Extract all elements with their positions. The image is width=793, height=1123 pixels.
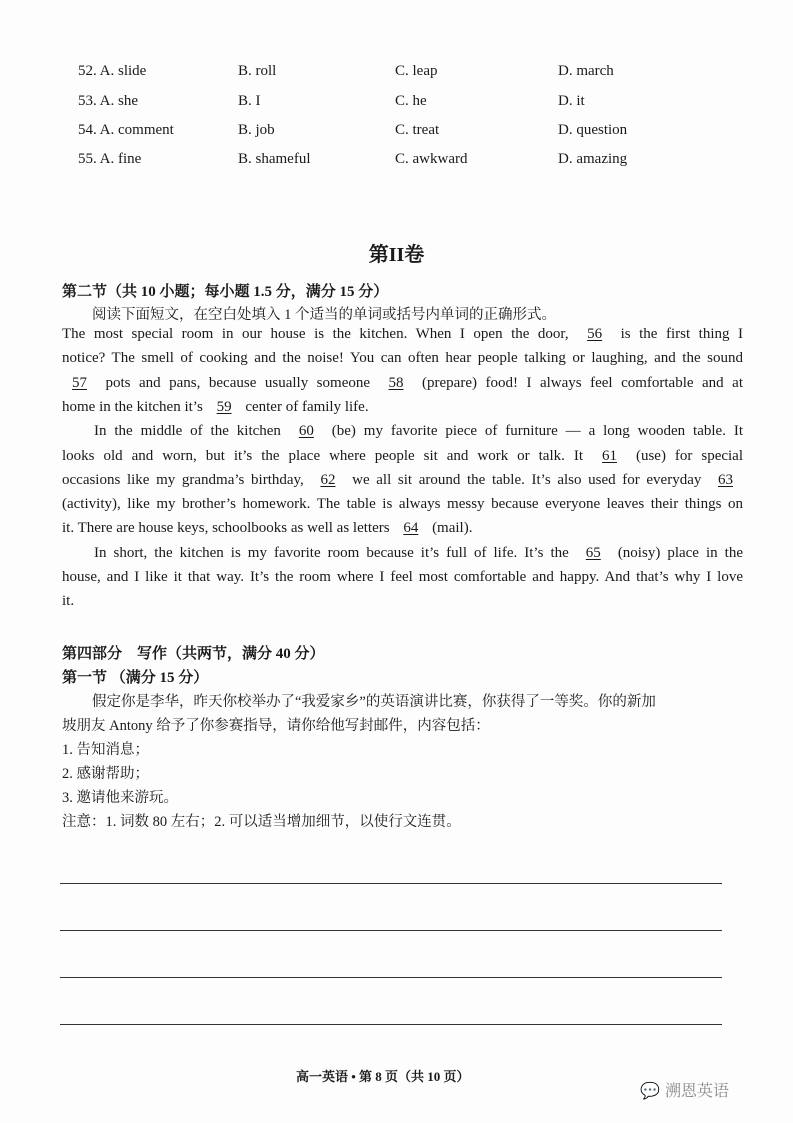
volume-title: 第II卷 [368,244,425,266]
page-footer: 高一英语 • 第 8 页（共 10 页） [296,1069,470,1084]
option-num: 54. A. comment [78,122,174,138]
note: 注意：1. 词数 80 左右；2. 可以适当增加细节，以使行文连贯。 [62,814,461,830]
option-d: D. question [558,122,628,138]
passage-line [94,423,743,443]
blank-59[interactable]: 59 [216,398,232,415]
part4-section1-heading: 第一节 （满分 15 分） [62,670,209,686]
passage-line [62,448,743,468]
passage-text: looks old and worn, but it’s the place where people sit and work or talk. It [62,447,592,464]
passage-text: (noisy) place in the [617,544,743,561]
watermark-text: 溯恩英语 [665,1081,730,1100]
passage-line [62,496,743,516]
option-d: D. amazing [558,151,628,167]
prompt-point: 3. 邀请他来游玩。 [62,790,178,806]
prompt-point: 2. 感谢帮助； [62,766,149,782]
passage-text: we all sit around the table. It’s also used for everyday [352,471,709,488]
passage-text: In the middle of the kitchen [94,423,289,440]
option-b: B. roll [238,63,277,79]
prompt-point: 1. 告知消息； [62,742,149,758]
blank-64[interactable]: 64 [403,520,419,537]
writing-line[interactable] [60,977,722,978]
watermark [640,1078,729,1101]
option-c: C. awkward [395,151,468,167]
option-c: C. he [395,93,427,109]
option-b: B. job [238,122,275,138]
blank-61[interactable]: 61 [601,447,617,464]
section2-heading: 第二节（共 10 小题；每小题 1.5 分，满分 15 分） [62,284,389,300]
part4-heading: 第四部分 写作（共两节，满分 40 分） [62,646,325,662]
blank-57[interactable]: 57 [72,374,87,391]
passage-line [62,350,743,370]
option-d: D. it [558,93,585,109]
passage-text: (mail). [432,520,473,537]
writing-line[interactable] [60,930,722,931]
passage-text: (activity), like my brother’s homework. The table is always messy because everyone leaves their things on [62,496,743,513]
passage-line [62,520,743,537]
passage-text: center of family life. [245,398,369,415]
passage-line [62,472,743,492]
blank-65[interactable]: 65 [585,544,601,561]
passage-line [62,375,743,395]
passage-text: (be) my favorite piece of furniture — a long wooden table. It [331,423,744,440]
prompt-line-2: 坡朋友 Antony 给予了你参赛指导，请你给他写封邮件，内容包括： [62,718,490,734]
prompt-line-1: 假定你是李华，昨天你校举办了“我爱家乡”的英语演讲比赛，你获得了一等奖。你的新加 [92,694,656,710]
section2-instruction: 阅读下面短文，在空白处填入 1 个适当的单词或括号内单词的正确形式。 [92,307,556,323]
passage-text: The most special room in our house is the kitchen. When I open the door, [62,326,578,342]
passage-text: house, and I like it that way. It’s the room where I feel most comfortable and happy. And that’s why I love [62,569,743,585]
passage-line [62,569,743,589]
option-d: D. march [558,63,614,79]
option-b: B. I [238,93,261,109]
passage-text: it. [62,593,75,610]
passage-text: occasions like my grandma’s birthday, [62,471,311,488]
blank-58[interactable]: 58 [388,374,404,391]
passage-text: (prepare) food! I always feel comfortable and at [422,374,744,391]
passage-line [62,593,743,610]
option-num: 53. A. she [78,93,138,109]
option-b: B. shameful [238,151,311,167]
passage-text: it. There are house keys, schoolbooks as well as letters [62,520,394,537]
option-c: C. treat [395,122,440,138]
passage-text: is the first thing I [620,326,743,342]
passage-text: (use) for special [635,447,744,464]
blank-56[interactable]: 56 [587,326,603,342]
passage-line [62,326,743,346]
blank-63[interactable]: 63 [718,471,734,488]
passage-line [62,399,743,416]
option-num: 55. A. fine [78,151,142,167]
passage-text: notice? The smell of cooking and the noise! You can often hear people talking or laughing, and the sound [62,350,743,367]
wechat-icon: 💬 [640,1081,660,1100]
option-c: C. leap [395,63,438,79]
writing-line[interactable] [60,1024,722,1025]
blank-60[interactable]: 60 [298,423,314,440]
writing-line[interactable] [60,883,722,884]
passage-text: pots and pans, because usually someone [105,374,379,391]
passage-text: home in the kitchen it’s [62,398,207,415]
blank-62[interactable]: 62 [320,471,336,488]
passage-text: In short, the kitchen is my favorite room because it’s full of life. It’s the [94,544,576,561]
passage-line [94,545,743,565]
option-num: 52. A. slide [78,63,147,79]
